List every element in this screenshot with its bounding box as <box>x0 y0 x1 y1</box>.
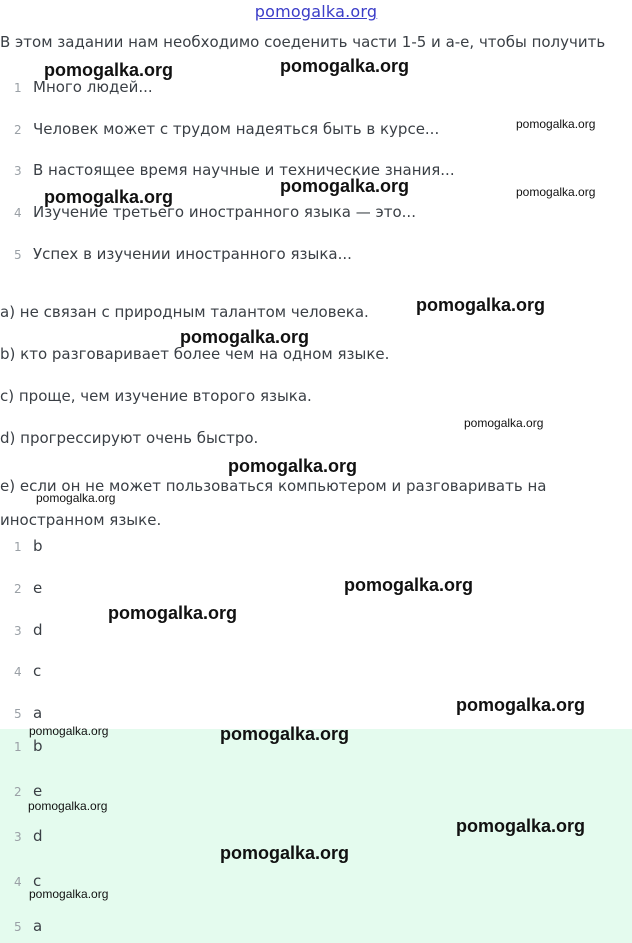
correct-answer-value: e <box>33 782 43 800</box>
part-number: 3 <box>14 164 22 178</box>
part-row <box>0 118 439 141</box>
correct-answer-value: b <box>33 737 43 755</box>
answer-row <box>0 577 42 600</box>
answer-number: 2 <box>14 582 22 596</box>
correct-answer-value: d <box>33 827 43 845</box>
correct-answer-value: c <box>33 872 42 890</box>
correct-answer-row <box>0 915 42 938</box>
watermark: pomogalka.org <box>280 56 410 76</box>
watermark: pomogalka.org <box>220 724 350 744</box>
correct-answer-number: 1 <box>14 740 22 754</box>
watermark: pomogalka.org <box>180 327 310 347</box>
ending-d: d) прогрессируют очень быстро. <box>0 429 259 447</box>
answer-number: 1 <box>14 540 22 554</box>
site-header-link[interactable]: pomogalka.org <box>254 2 378 21</box>
ending-a: a) не связан с природным талантом человека. <box>0 303 369 321</box>
ending-c: c) проще, чем изучение второго языка. <box>0 387 312 405</box>
ending-e: e) если он не может пользоваться компьютером и разговаривать на иностранном языке. <box>0 477 547 529</box>
answer-value: b <box>33 537 43 555</box>
watermark: pomogalka.org <box>29 887 109 901</box>
correct-answer-number: 5 <box>14 920 22 934</box>
correct-answer-number: 2 <box>14 785 22 799</box>
correct-answer-row <box>0 825 43 848</box>
part-number: 4 <box>14 206 22 220</box>
watermark: pomogalka.org <box>416 295 546 315</box>
task-intro: В этом задании нам необходимо соеденить части 1-5 и a-e, чтобы получить <box>0 33 606 51</box>
watermark: pomogalka.org <box>44 187 174 207</box>
part-text: Много людей... <box>33 78 153 96</box>
answer-value: a <box>33 704 43 722</box>
watermark: pomogalka.org <box>108 603 238 623</box>
answer-value: c <box>33 662 42 680</box>
answer-row <box>0 660 41 683</box>
watermark: pomogalka.org <box>464 416 544 430</box>
watermark: pomogalka.org <box>228 456 358 476</box>
part-text: В настоящее время научные и технические знания... <box>33 161 455 179</box>
part-row <box>0 243 352 266</box>
part-text: Изучение третьего иностранного языка — это... <box>33 203 416 221</box>
part-text: Человек может с трудом надеяться быть в курсе... <box>33 120 440 138</box>
part-text: Успех в изучении иностранного языка... <box>33 245 352 263</box>
answer-row <box>0 619 43 642</box>
answer-row <box>0 535 43 558</box>
watermark: pomogalka.org <box>36 491 116 505</box>
watermark: pomogalka.org <box>29 724 109 738</box>
ending-b: b) кто разговаривает более чем на одном языке. <box>0 345 390 363</box>
part-number: 2 <box>14 123 22 137</box>
correct-answer-value: a <box>33 917 43 935</box>
answer-value: e <box>33 579 43 597</box>
part-number: 5 <box>14 248 22 262</box>
answer-number: 3 <box>14 624 22 638</box>
correct-answer-number: 4 <box>14 875 22 889</box>
correct-answer-row <box>0 735 43 758</box>
watermark: pomogalka.org <box>28 799 108 813</box>
watermark: pomogalka.org <box>44 60 174 80</box>
watermark: pomogalka.org <box>516 117 596 131</box>
watermark: pomogalka.org <box>344 575 474 595</box>
watermark: pomogalka.org <box>220 843 350 863</box>
answer-number: 4 <box>14 665 22 679</box>
watermark: pomogalka.org <box>280 176 410 196</box>
answer-value: d <box>33 621 43 639</box>
answer-row <box>0 702 42 725</box>
part-number: 1 <box>14 81 22 95</box>
answer-number: 5 <box>14 707 22 721</box>
watermark: pomogalka.org <box>516 185 596 199</box>
watermark: pomogalka.org <box>456 695 586 715</box>
correct-answer-number: 3 <box>14 830 22 844</box>
watermark: pomogalka.org <box>456 816 586 836</box>
